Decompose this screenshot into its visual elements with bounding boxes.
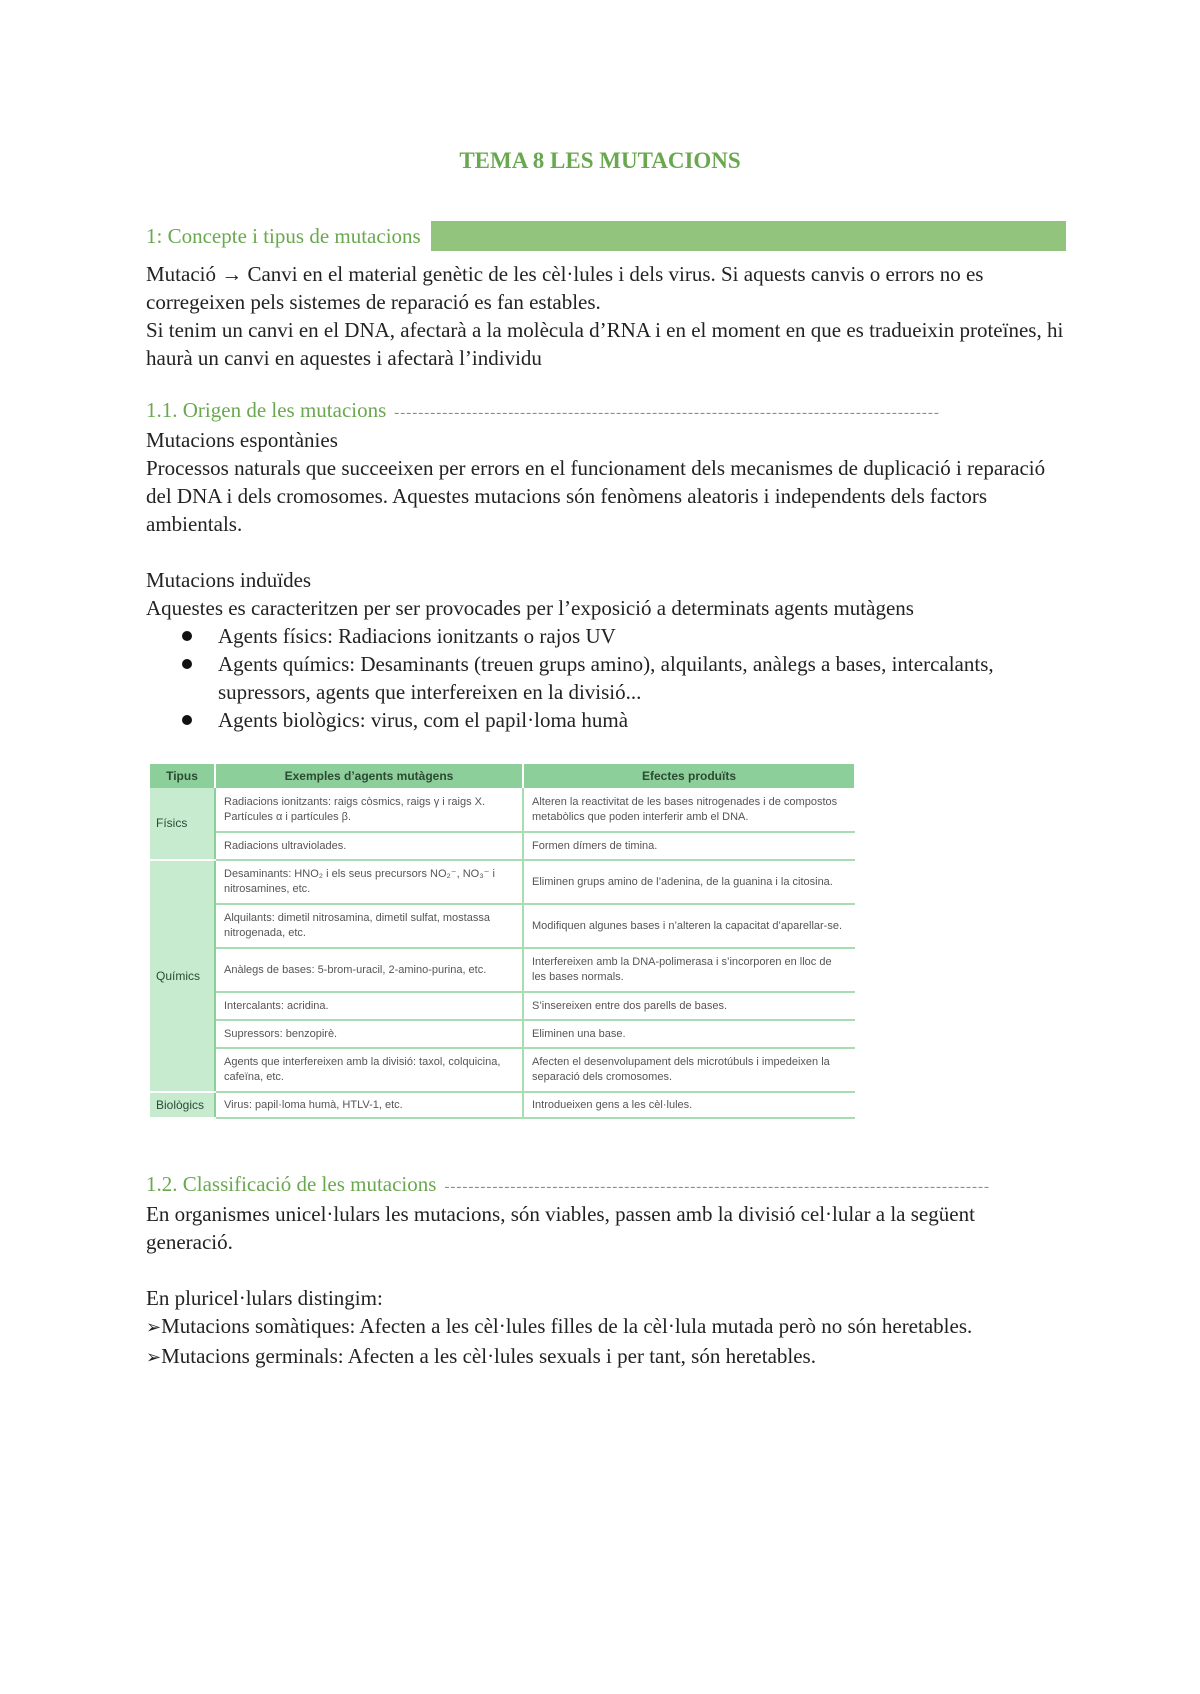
list-item: Agents químics: Desaminants (treuen grups amino), alquilants, anàlegs a bases, intercalants, supressors, agents que interfereixen en la divisió... <box>218 650 1066 706</box>
table-row <box>150 1048 855 1092</box>
section-1-body <box>146 260 1066 372</box>
effect-cell: Interfereixen amb la DNA-polimerasa i s’incorporen en lloc de les bases normals. <box>523 948 855 992</box>
effect-cell: Alteren la reactivitat de les bases nitrogenades i de compostos metabòlics que poden interferir amb el DNA. <box>523 788 855 832</box>
spontaneous-title: Mutacions espontànies <box>146 428 338 452</box>
arrow-bullet-icon: ➢ <box>146 1317 162 1338</box>
page-title: TEMA 8 LES MUTACIONS <box>459 148 741 173</box>
header-type: Tipus <box>150 764 215 788</box>
effect-cell: Eliminen una base. <box>523 1020 855 1048</box>
spacer <box>146 1256 1066 1284</box>
effect-cell: Afecten el desenvolupament dels microtúbuls i impedeixen la separació dels cromosomes. <box>523 1048 855 1092</box>
induced-title: Mutacions induïdes <box>146 568 312 592</box>
section-1-2-heading-row <box>146 1172 1066 1200</box>
heading-highlight-bar <box>431 221 1066 251</box>
example-cell: Alquilants: dimetil nitrosamina, dimetil sulfat, mostassa nitrogenada, etc. <box>215 904 523 948</box>
multicellular-intro: En pluricel·lulars distingim: <box>146 1286 383 1310</box>
arrow-bullet-icon: ➢ <box>146 1347 162 1368</box>
type-cell-physical: Físics <box>150 788 215 860</box>
spontaneous-text: Processos naturals que succeeixen per errors en el funcionament dels mecanismes de duplicació i reparació del DNA i dels cromosomes. Aquestes mutacions són fenòmens aleatoris i independents dels factors ambientals. <box>146 456 1046 536</box>
effect-cell: S’insereixen entre dos parells de bases. <box>523 992 855 1020</box>
table-row <box>150 832 855 860</box>
table-row <box>150 1020 855 1048</box>
unicellular-text: En organismes unicel·lulars les mutacions, són viables, passen amb la divisió cel·lular a la següent generació. <box>146 1202 975 1254</box>
section-1-1-heading-row <box>146 398 1066 426</box>
somatic-text: Mutacions somàtiques: Afecten a les cèl·lules filles de la cèl·lula mutada però no són heretables. <box>161 1314 973 1338</box>
example-cell: Radiacions ionitzants: raigs còsmics, raigs γ i raigs X. Partícules α i partícules β. <box>215 788 523 832</box>
header-effects: Efectes produïts <box>523 764 855 788</box>
example-cell: Agents que interfereixen amb la divisió: taxol, colquicina, cafeïna, etc. <box>215 1048 523 1092</box>
type-cell-chemical: Químics <box>150 860 215 1092</box>
list-item: Agents físics: Radiacions ionitzants o rajos UV <box>218 622 1066 650</box>
mutation-definition: Mutació → Canvi en el material genètic de les cèl·lules i dels virus. Si aquests canvis o errors no es corregeixen pels sistemes de reparació es fan estables. <box>146 262 984 314</box>
type-cell-biological: Biològics <box>150 1092 215 1118</box>
dna-change-paragraph: Si tenim un canvi en el DNA, afectarà a la molècula d’RNA i en el moment en que es tradueixin proteïnes, hi haurà un canvi en aquestes i afectarà l’individu <box>146 318 1064 370</box>
table-row <box>150 788 855 832</box>
germinal-item <box>146 1342 1066 1372</box>
induced-text: Aquestes es caracteritzen per ser provocades per l’exposició a determinats agents mutàgens <box>146 596 914 620</box>
section-1-heading: 1: Concepte i tipus de mutacions <box>146 223 421 248</box>
example-cell: Virus: papil·loma humà, HTLV-1, etc. <box>215 1092 523 1118</box>
heading-dash-line: ------------------------------------------------------------------------------------------- <box>394 405 940 421</box>
table-header-row <box>150 764 855 788</box>
example-cell: Anàlegs de bases: 5-brom-uracil, 2-amino-purina, etc. <box>215 948 523 992</box>
spacer <box>146 538 1066 566</box>
effect-cell: Modifiquen algunes bases i n’alteren la capacitat d’aparellar-se. <box>523 904 855 948</box>
example-cell: Intercalants: acridina. <box>215 992 523 1020</box>
section-1-2-body <box>146 1200 1066 1372</box>
section-1-heading-row <box>146 220 1066 252</box>
table-row <box>150 860 855 904</box>
section-1-2-heading: 1.2. Classificació de les mutacions <box>146 1172 437 1196</box>
header-examples: Exemples d’agents mutàgens <box>215 764 523 788</box>
table-row <box>150 992 855 1020</box>
table-row <box>150 1092 855 1118</box>
mutagens-table <box>150 764 856 1119</box>
table-row <box>150 904 855 948</box>
section-1-1-heading: 1.1. Origen de les mutacions <box>146 398 387 422</box>
effect-cell: Eliminen grups amino de l’adenina, de la guanina i la citosina. <box>523 860 855 904</box>
agents-list <box>146 622 1066 734</box>
example-cell: Desaminants: HNO₂ i els seus precursors NO₂⁻, NO₃⁻ i nitrosamines, etc. <box>215 860 523 904</box>
example-cell: Supressors: benzopirè. <box>215 1020 523 1048</box>
section-1-1-body <box>146 426 1066 734</box>
list-item: Agents biològics: virus, com el papil·loma humà <box>218 706 1066 734</box>
heading-dash-line: ------------------------------------------------------------------------------------------- <box>444 1179 990 1195</box>
effect-cell: Introdueixen gens a les cèl·lules. <box>523 1092 855 1118</box>
example-cell: Radiacions ultraviolades. <box>215 832 523 860</box>
germinal-text: Mutacions germinals: Afecten a les cèl·lules sexuals i per tant, són heretables. <box>161 1344 816 1368</box>
somatic-item <box>146 1312 1066 1342</box>
effect-cell: Formen dímers de timina. <box>523 832 855 860</box>
table-row <box>150 948 855 992</box>
